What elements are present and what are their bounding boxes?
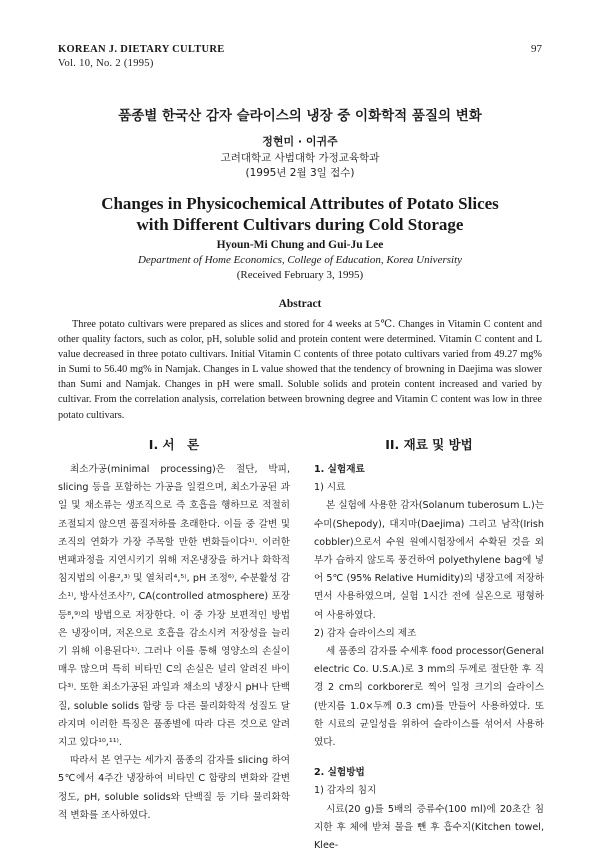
materials-paragraph-1: 본 실험에 사용한 감자(Solanum tuberosum L.)는 수미(Shepody), 대지마(Daejima) 그리고 남작(Irish cobbler)으로서 수원 원예시험장에서 수확된 것을 외부가 습하지 않도록 풍건하여 polyethylene bag에 넣어 5℃ (95% Relative Humidity)의 냉장고에 저장하면서 사용하였으며, 실험 1시간 전에 실온으로 평형하여 사용하였다. xyxy=(314,500,544,621)
english-title-line1: Changes in Physicochemical Attributes of Potato Slices xyxy=(101,194,499,213)
journal-header xyxy=(58,43,225,71)
subsection-methods: 2. 실험방법 xyxy=(314,767,365,779)
abstract-heading: Abstract xyxy=(278,298,322,310)
korean-received-date: (1995년 2월 3일 접수) xyxy=(245,167,355,179)
journal-volume: Vol. 10, No. 2 (1995) xyxy=(58,58,154,69)
journal-name: KOREAN J. DIETARY CULTURE xyxy=(58,44,225,55)
subsection-materials: 1. 실험재료 xyxy=(314,464,365,475)
english-received-date: (Received February 3, 1995) xyxy=(236,269,364,281)
korean-affiliation: 고려대학교 사범대학 가정교육학과 xyxy=(220,152,380,164)
materials-paragraph-2: 세 품종의 감자를 수세후 food processor(General electric Co. U.S.A.)로 3 mm의 두께로 절단한 후 직경 2 cm의 corkborer로 찍어 일정 크기의 슬라이스(반지름 1.0×두께 0.3 cm)를 만들어 사용하였다. 또한 시료의 균일성을 위하여 슬라이스를 섞어서 사용하였다. xyxy=(314,646,544,749)
intro-paragraph-1: 최소가공(minimal processing)은 절단, 박피, slicing 등을 포함하는 가공을 일컬으며, 최소가공된 과일 및 채소류는 생조직으로 즉 호흡을 행하므로 적절히 조절되지 않으면 품질저하를 초래한다. 이들 중 갈변 및 조직의 연화가 가장 주목할 만한 변화들이다¹⁾. 이러한 변패과정을 지연시키기 위해 저온냉장을 하거나 화학적 침지법의 이용²,³⁾ 및 열처리⁴,⁵⁾, pH 조정⁶⁾, 수분활성 감소¹⁾, 방사선조사⁷⁾, CA(controlled atmosphere) 포장 등⁸,⁹⁾의 방법으로 저장한다. 이 중 가장 보편적인 방법은 냉장이며, 저온으로 호흡을 감소시켜 저장성을 늘리기 위해 이용된다¹⁾. 그러나 이를 통해 영양소의 손실이 매우 많으며 특히 비타민 C의 손실은 널리 알려진 바이다³⁾. 또한 최소가공된 과일과 채소의 냉장시 pH나 단백질, soluble solids 함량 등 다른 물리화학적 성질도 달라지며 이러한 특징은 품종별에 따라 다른 것으로 알려지고 있다¹⁰,¹¹⁾. xyxy=(58,464,290,749)
item-sample: 1) 시료 xyxy=(314,482,346,494)
intro-paragraph-2: 따라서 본 연구는 세가지 품종의 감자를 slicing 하여 5℃에서 4주간 냉장하여 비타민 C 함량의 변화와 갈변정도, pH, soluble solids와 단백질 등 기타 물리화학적 변화를 조사하였다. xyxy=(58,755,290,821)
section2-heading: II. 재료 및 방법 xyxy=(385,437,473,452)
korean-authors: 정현미 · 이귀주 xyxy=(262,135,338,148)
item-soaking: 1) 감자의 침지 xyxy=(314,785,377,797)
english-title xyxy=(0,193,600,235)
page-number: 97 xyxy=(531,43,542,55)
abstract-text: Three potato cultivars were prepared as slices and stored for 4 weeks at 5℃. Changes in Vitamin C content and other quality factors, such as color, pH, soluble solid and protein content were determined. Vitamin C content and L value decreased in three potato cultivars. Initial Vitamin C contents of three potato cultivars varied from 49.27 mg% in Sumi to 56.40 mg% in Namjak. Changes in L value showed that the tendency of browning in Daejima was slower than Sumi and Namjak. Changes in pH were small. Soluble solids and protein content increased and varied by cultivar. From the correlation analysis, correlation between browning degree and Vitamin C content was low in three potato cultivars. xyxy=(58,319,542,421)
left-column xyxy=(58,461,290,825)
item-slice-preparation: 2) 감자 슬라이스의 제조 xyxy=(314,627,417,639)
english-title-line2: with Different Cultivars during Cold Storage xyxy=(136,215,464,234)
korean-title: 품종별 한국산 감자 슬라이스의 냉장 중 이화학적 품질의 변화 xyxy=(118,108,482,124)
section1-heading: I. 서 론 xyxy=(148,437,200,452)
english-affiliation: Department of Home Economics, College of Education, Korea University xyxy=(137,254,463,266)
right-column xyxy=(314,461,544,855)
english-authors: Hyoun-Mi Chung and Gui-Ju Lee xyxy=(216,239,384,251)
methods-paragraph-1: 시료(20 g)를 5배의 증류수(100 ml)에 20초간 침지한 후 체에 받쳐 물을 뺀 후 흡수지(Kitchen towel, Klee- xyxy=(314,803,544,852)
